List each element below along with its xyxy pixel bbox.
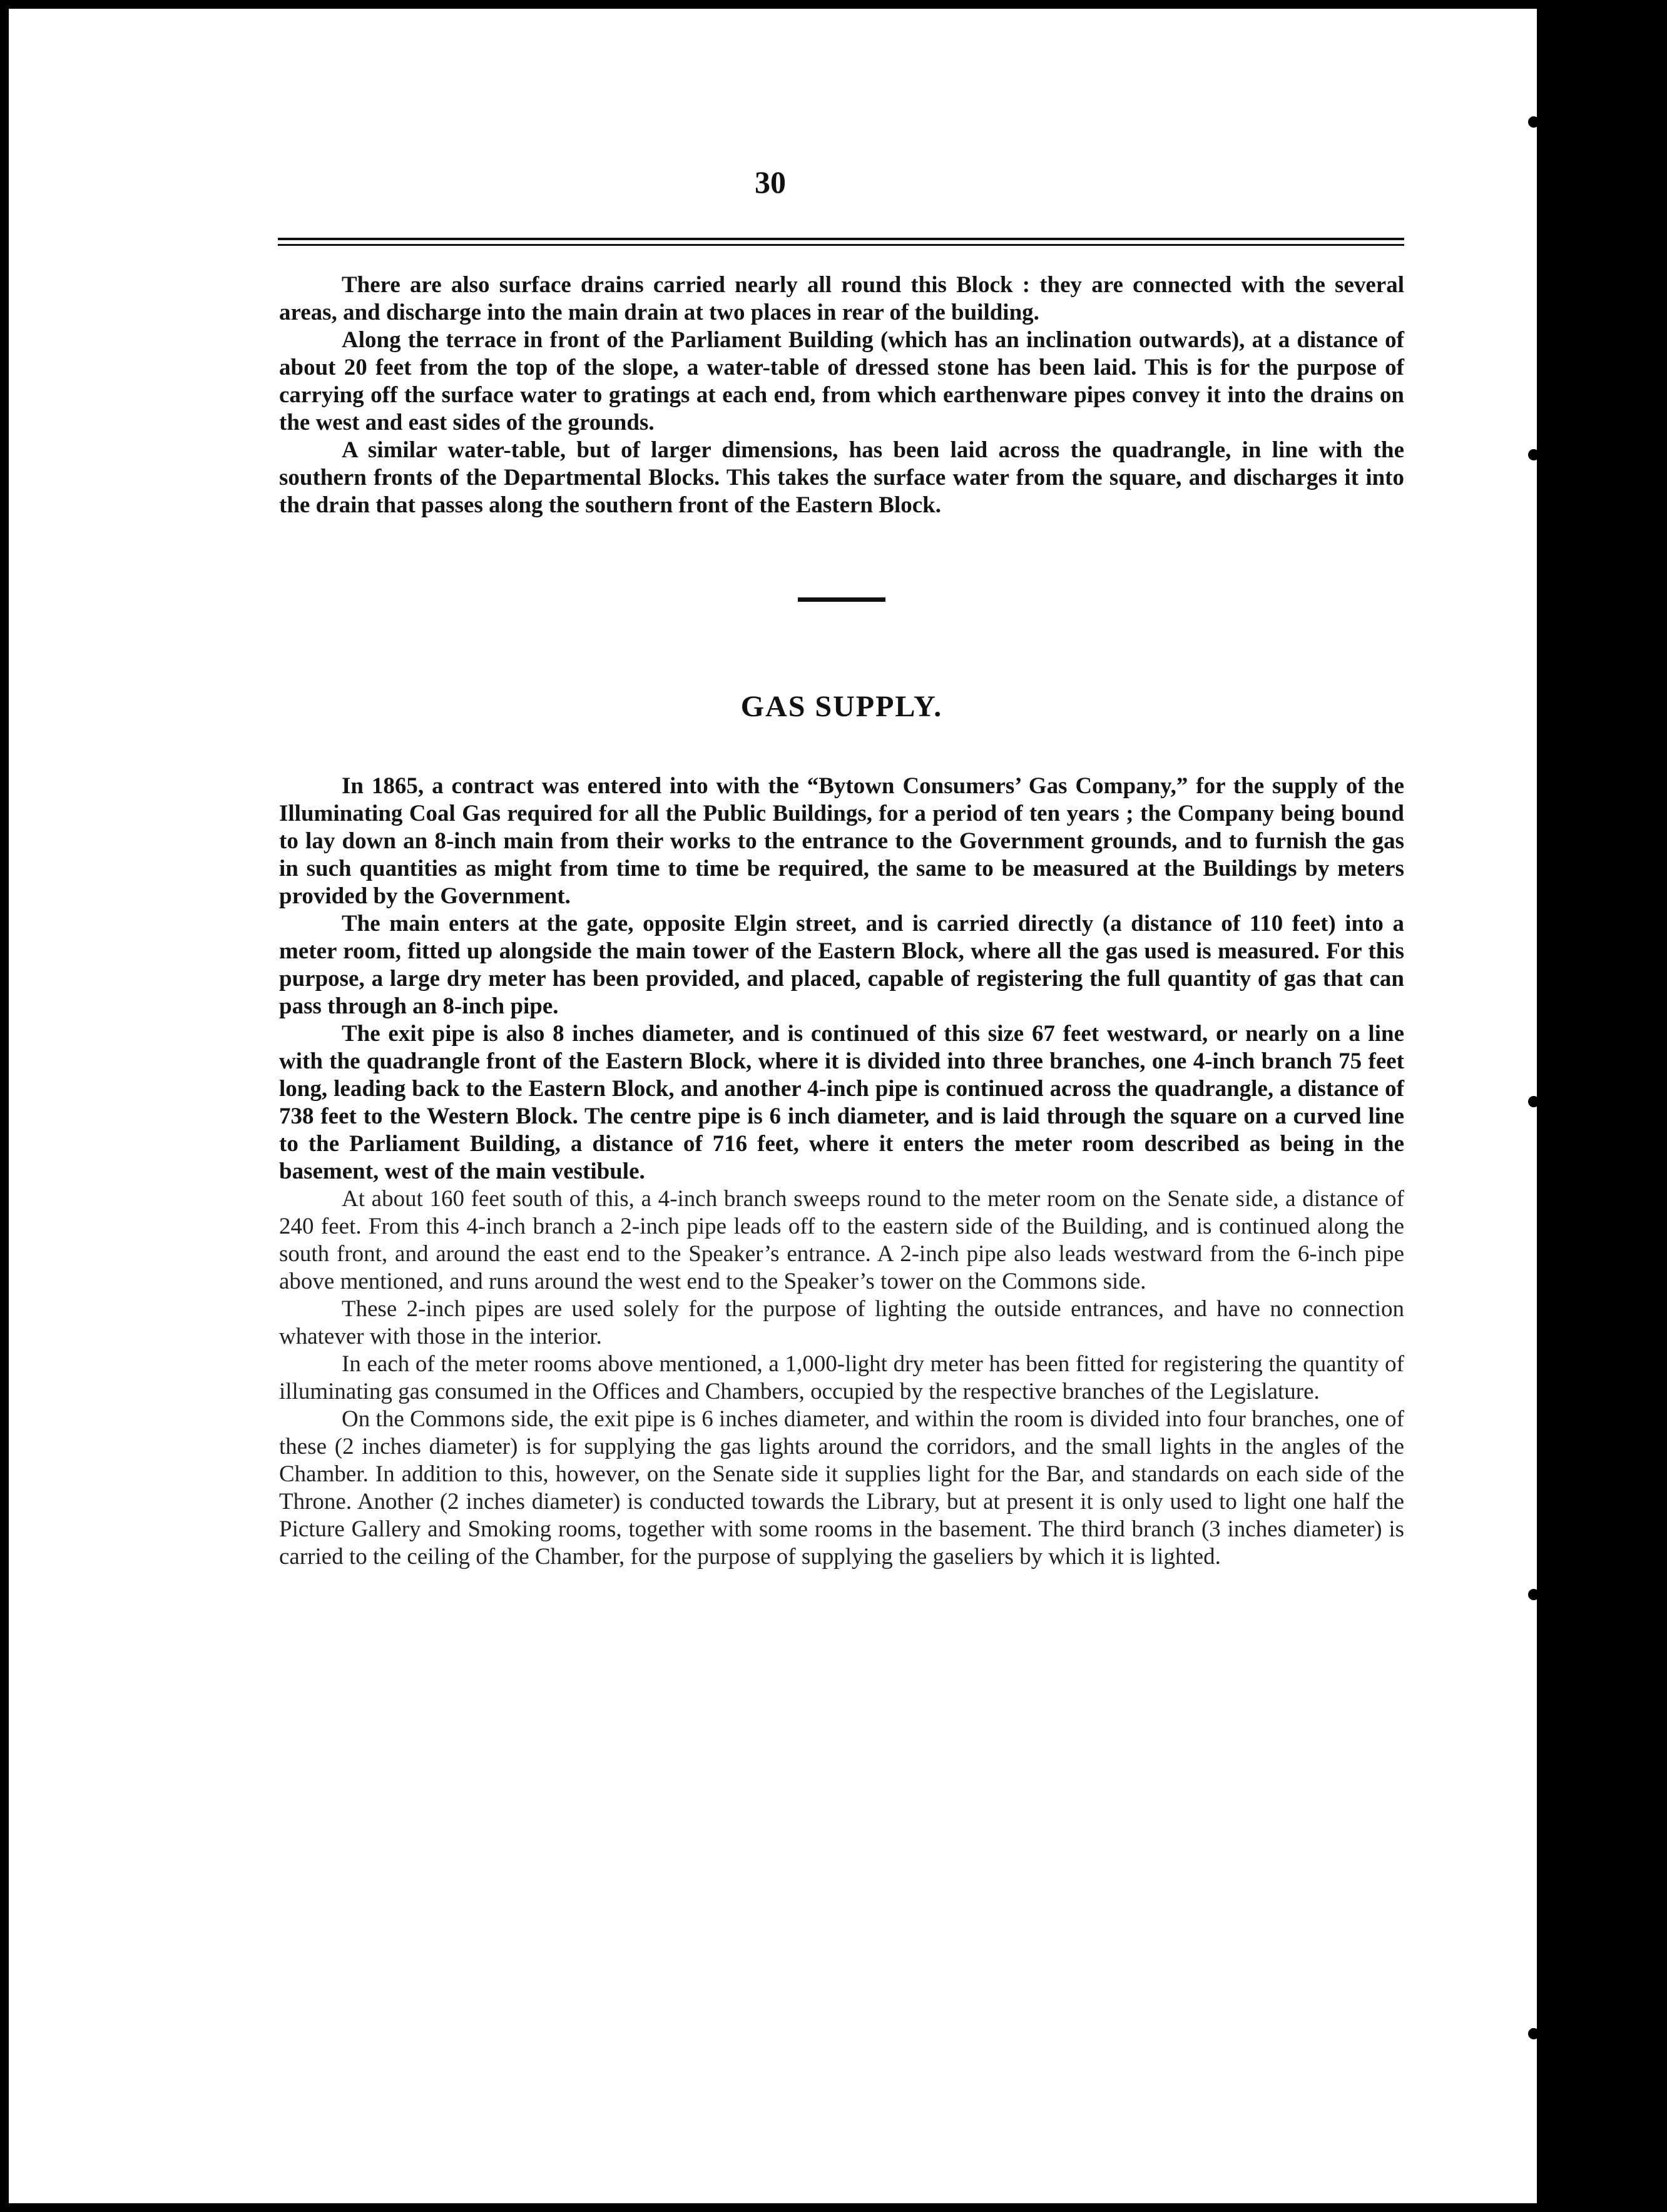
gas-paragraph-6: In each of the meter rooms above mentioned, a 1,000-light dry meter has been fitted for registering the quantity of illuminating gas consumed in the Offices and Chambers, occupied by the respective branches of the Legislature. (279, 1351, 1404, 1404)
edge-mark-lower (1528, 1589, 1539, 1600)
gas-paragraph-2: The main enters at the gate, opposite Elgin street, and is carried directly (a distance of 110 feet) into a meter room, fitted up alongside the main tower of the Eastern Block, where all the gas used is measured. For this purpose, a large dry meter has been provided, and placed, capable of registering the full quantity of gas that can pass through an 8-inch pipe. (279, 911, 1404, 1019)
header-rule-top (278, 238, 1404, 240)
intro-paragraph-3: A similar water-table, but of larger dimensions, has been laid across the quadrangle, in line with the southern fronts of the Departmental Blocks. This takes the surface water from the square, and discharges it into the drain that passes along the southern front of the Eastern Block. (279, 437, 1404, 518)
margin-mark-left (13, 1454, 30, 1462)
gas-paragraph-5: These 2-inch pipes are used solely for the purpose of lighting the outside entrances, and have no connection whatever with those in the interior. (279, 1296, 1404, 1349)
gas-paragraph-7: On the Commons side, the exit pipe is 6 inches diameter, and within the room is divided into four branches, one of these (2 inches diameter) is for supplying the gas lights around the corridors, and the small lights in the angles of the Chamber. In addition to this, however, on the Senate side it supplies light for the Bar, and standards on each side of the Throne. Another (2 inches diameter) is conducted towards the Library, but at present it is only used to light one half the Picture Gallery and Smoking rooms, together with some rooms in the basement. The third branch (3 inches diameter) is carried to the ceiling of the Chamber, for the purpose of supplying the gaseliers by which it is lighted. (279, 1406, 1404, 1570)
section-title: GAS SUPPLY. (740, 690, 943, 723)
gas-paragraph-1: In 1865, a contract was entered into with the “Bytown Consumers’ Gas Company,” for the supply of the Illuminating Coal Gas required for all the Public Buildings, for a period of ten years ; the Company being bound to lay down an 8-inch main from their works to the entrance to the Government grounds, and to furnish the gas in such quantities as might from time to time be required, the same to be measured at the Buildings by meters provided by the Government. (279, 773, 1404, 909)
intro-paragraph-2: Along the terrace in front of the Parliament Building (which has an inclination outwards), at a distance of about 20 feet from the top of the slope, a water-table of dressed stone has been laid. This is for the purpose of carrying off the surface water to gratings at each end, from which earthenware pipes convey it into the drains on the west and east sides of the grounds. (279, 327, 1404, 435)
intro-paragraph-1: There are also surface drains carried nearly all round this Block : they are connected with the several areas, and discharge into the main drain at two places in rear of the building. (279, 272, 1404, 325)
page-sheet (9, 9, 1532, 2203)
edge-mark-upper (1528, 449, 1539, 460)
section-divider (798, 597, 885, 602)
page-body (279, 271, 1404, 1571)
edge-mark-middle (1528, 1096, 1539, 1107)
edge-mark-top (1528, 116, 1539, 128)
edge-mark-bottom (1528, 2028, 1539, 2039)
page-number: 30 (755, 165, 786, 200)
header-rule-bottom (278, 244, 1404, 246)
gas-paragraph-3: The exit pipe is also 8 inches diameter, and is continued of this size 67 feet westward, or nearly on a line with the quadrangle front of the Eastern Block, where it is divided into three branches, one 4-inch branch 75 feet long, leading back to the Eastern Block, and another 4-inch pipe is continued across the quadrangle, a distance of 738 feet to the Western Block. The centre pipe is 6 inch diameter, and is laid through the square on a curved line to the Parliament Building, a distance of 716 feet, where it enters the meter room described as being in the basement, west of the main vestibule. (279, 1021, 1404, 1184)
gas-paragraph-4: At about 160 feet south of this, a 4-inch branch sweeps round to the meter room on the Senate side, a distance of 240 feet. From this 4-inch branch a 2-inch pipe leads off to the eastern side of the Building, and is continued along the south front, and around the east end to the Speaker’s entrance. A 2-inch pipe also leads westward from the 6-inch pipe above mentioned, and runs around the west end to the Speaker’s tower on the Commons side. (279, 1186, 1404, 1294)
